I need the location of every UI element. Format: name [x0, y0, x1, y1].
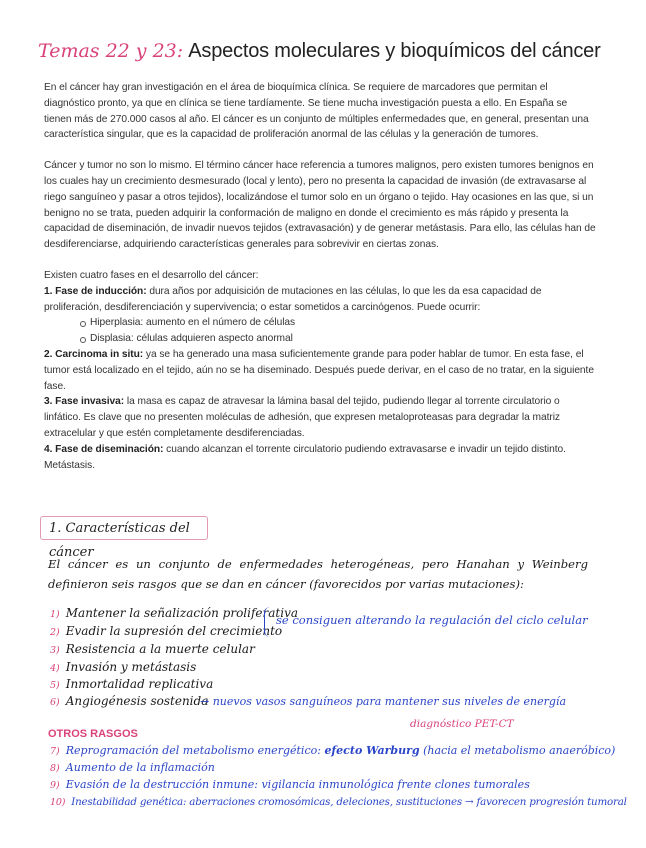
other-trait-8-num: 8)	[50, 763, 60, 774]
other-trait-10-num: 10)	[50, 797, 66, 808]
page-title	[38, 40, 601, 63]
phase-1	[44, 284, 596, 316]
phase-4-label: 4. Fase de diseminación:	[44, 443, 164, 455]
title-main: Aspectos moleculares y bioquímicos del cáncer	[188, 40, 601, 62]
other-trait-9	[50, 778, 530, 791]
trait-5	[50, 677, 213, 691]
trait-2-num: 2)	[50, 627, 60, 638]
trait-3-num: 3)	[50, 645, 60, 656]
phase-1-sublist	[44, 315, 596, 347]
trait-5-num: 5)	[50, 680, 60, 691]
other-trait-7-extra: (hacia el metabolismo anaeróbico)	[419, 744, 616, 757]
trait-1-num: 1)	[50, 609, 60, 620]
phase-3	[44, 394, 596, 441]
phase-1-label: 1. Fase de inducción:	[44, 285, 147, 297]
section-intro: El cáncer es un conjunto de enfermedades heterogéneas, pero Hanahan y Weinberg definieron seis rasgos que se dan en cáncer (favorecidos por varias mutaciones):	[48, 557, 588, 591]
sub-item-hiperplasia: Hiperplasia: aumento en el número de células	[90, 315, 596, 331]
other-trait-8-text: Aumento de la inflamación	[65, 761, 215, 774]
sub-item-displasia: Displasia: células adquieren aspecto anormal	[90, 331, 596, 347]
brace-note: se consiguen alterando la regulación del ciclo celular	[276, 613, 588, 627]
paragraph-intro: En el cáncer hay gran investigación en el área de bioquímica clínica. Se requiere de marcadores que permitan el diagnóstico pronto, ya que en clínica se tiene tardíamente. Se tiene mucha investigación puesta a ello. En España se tienen más de 270.000 casos al año. El cáncer es un conjunto de múltiples enfermedades que, en general, presentan una característica singular, que es la capacidad de proliferación anormal de las células y la generación de tumores.	[44, 82, 589, 141]
trait-4	[50, 660, 196, 674]
section-heading-box: 1. Características del cáncer	[40, 516, 208, 540]
trait-brace	[264, 607, 273, 637]
other-trait-7-num: 7)	[50, 746, 60, 757]
title-prefix: Temas 22 y 23:	[38, 40, 184, 62]
other-trait-9-num: 9)	[50, 780, 60, 791]
phase-2-label: 2. Carcinoma in situ:	[44, 348, 144, 360]
other-trait-7-text: Reprogramación del metabolismo energético:	[65, 744, 325, 757]
trait-3-text: Resistencia a la muerte celular	[65, 642, 255, 656]
otros-rasgos-title: OTROS RASGOS	[48, 728, 138, 740]
trait-6-text: Angiogénesis sostenida	[65, 694, 209, 708]
phase-2	[44, 347, 596, 394]
typed-body	[44, 80, 596, 473]
pet-ct-note: diagnóstico PET-CT	[410, 718, 514, 730]
phase-2-text: ya se ha generado una masa suficientemente grande para poder hablar de tumor. En esta fase, el tumor está localizado en el tejido, aún no se ha diseminado. Después puede derivar, en el caso de no tratar, en la siguiente fase.	[44, 348, 594, 392]
trait-6-num: 6)	[50, 697, 60, 708]
other-trait-10	[50, 796, 627, 808]
phase-1-text: dura años por adquisición de mutaciones en las células, lo que les da esa capacidad de proliferación, desdiferenciación y supervivencia; o estar sometidos a carcinógenos. Puede ocurrir:	[44, 285, 542, 313]
other-trait-10-text: Inestabilidad genética: aberraciones cromosómicas, deleciones, sustituciones → favorecen progresión tumoral	[71, 796, 627, 808]
trait-2	[50, 624, 282, 638]
trait-6	[50, 694, 208, 708]
trait-3	[50, 642, 255, 656]
trait-1	[50, 606, 298, 620]
phase-4-text: cuando alcanzan el torrente circulatorio pudiendo extravasarse e invadir un tejido distinto. Metástasis.	[44, 443, 566, 471]
phase-3-text: la masa es capaz de atravesar la lámina basal del tejido, pudiendo llegar al torrente circulatorio o linfático. Es clave que no presenten moléculas de adhesión, que expresen metaloproteasas para degradar la matriz extracelular y que estén completamente desdiferenciadas.	[44, 396, 560, 439]
angio-note: → nuevos vasos sanguíneos para mantener sus niveles de energía	[200, 695, 567, 708]
other-trait-8	[50, 761, 215, 774]
trait-4-num: 4)	[50, 663, 60, 674]
trait-2-text: Evadir la supresión del crecimiento	[65, 624, 283, 638]
other-trait-7	[50, 744, 615, 757]
trait-5-text: Inmortalidad replicativa	[65, 677, 214, 691]
other-trait-9-text: Evasión de la destrucción inmune: vigilancia inmunológica frente clones tumorales	[65, 778, 530, 791]
paragraph-cancer-tumor: Cáncer y tumor no son lo mismo. El término cáncer hace referencia a tumores malignos, pero existen tumores benignos en los cuales hay un crecimiento desmesurado (local y lento), pero no presenta la capacidad de invasión (de extravasarse al riego sanguíneo y pasar a otros tejidos), localizándose el tumor solo en un órgano o tejido. Hay ocasiones en las que, si un benigno no se trata, pueden adquirir la conformación de maligno en donde el crecimiento es más rápido y presenta la capacidad de diseminación, de invadir nuevos tejidos (extravasación) y de generar metástasis. Para ello, las células han de desdiferenciarse, adquiriendo características generales para sobrevivir en ciertas zonas.	[44, 160, 596, 251]
phases-intro: Existen cuatro fases en el desarrollo del cáncer:	[44, 269, 259, 281]
warburg-effect: efecto Warburg	[324, 744, 420, 757]
phase-3-label: 3. Fase invasiva:	[44, 396, 125, 408]
trait-4-text: Invasión y metástasis	[65, 660, 197, 674]
trait-1-text: Mantener la señalización proliferativa	[65, 606, 299, 620]
phase-4	[44, 442, 596, 474]
